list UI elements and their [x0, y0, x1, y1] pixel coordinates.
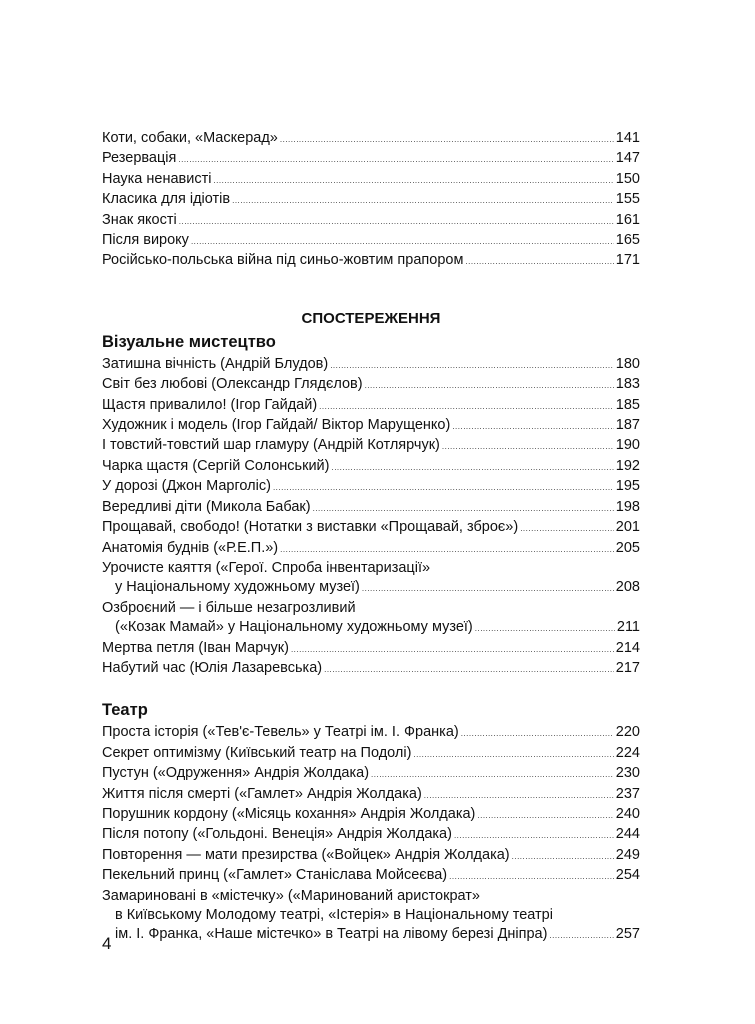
toc-entry: [102, 457, 640, 477]
table-of-contents: [102, 129, 640, 946]
toc-entry-title: Секрет оптимізму (Київський театр на Подолі): [102, 744, 412, 761]
toc-entry-title: Озброєний — і більше незагрозливий: [102, 599, 356, 616]
toc-entry-title: Класика для ідіотів: [102, 191, 231, 208]
toc-group-theatre: [102, 723, 640, 945]
toc-entry-page: 257: [615, 926, 640, 943]
section-title: СПОСТЕРЕЖЕННЯ: [301, 309, 441, 327]
toc-entry-title: Прощавай, свободо! (Нотатки з виставки «Прощавай, зброє»): [102, 519, 519, 536]
dot-leader: [549, 926, 613, 945]
toc-entry-page: 211: [616, 619, 640, 636]
toc-entry: [102, 396, 640, 416]
toc-entry-page: 185: [615, 396, 640, 413]
toc-entry: [102, 887, 640, 946]
toc-entry-title: Життя після смерті («Гамлет» Андрія Жолдака): [102, 785, 422, 802]
toc-entry-title: І товстий-товстий шар гламуру (Андрій Котлярчук): [102, 437, 440, 454]
toc-entry: [102, 639, 640, 659]
dot-leader: [452, 417, 613, 436]
dot-leader: [413, 745, 613, 764]
dot-leader: [475, 619, 615, 638]
dot-leader: [449, 867, 614, 886]
toc-entry: [102, 170, 640, 190]
toc-entry-title: Затишна вічність (Андрій Блудов): [102, 355, 329, 372]
toc-entry-page: 192: [615, 457, 640, 474]
toc-entry-page: 195: [615, 478, 640, 495]
toc-entry: [102, 825, 640, 845]
toc-entry: [102, 764, 640, 784]
toc-entry-title: Знак якості: [102, 211, 177, 228]
toc-entry-page: 190: [615, 437, 640, 454]
toc-entry-title: Художник і модель (Ігор Гайдай/ Віктор Марущенко): [102, 417, 451, 434]
toc-entry-page: 198: [615, 498, 640, 515]
toc-entry-title: («Козак Мамай» у Національному художньому музеї): [115, 619, 473, 636]
toc-entry: [102, 436, 640, 456]
dot-leader: [178, 150, 613, 169]
dot-leader: [324, 660, 614, 679]
toc-entry-page: 220: [615, 724, 640, 741]
subsection-title-visual-art: Візуальне мистецтво: [102, 332, 276, 351]
toc-entry: [102, 559, 640, 599]
toc-entry-page: 254: [615, 867, 640, 884]
toc-entry-title: Пекельний принц («Гамлет» Станіслава Мойсеєва): [102, 867, 448, 884]
toc-entry: [102, 518, 640, 538]
dot-leader: [319, 397, 614, 416]
toc-entry-page: 161: [615, 211, 640, 228]
dot-leader: [291, 640, 614, 659]
toc-entry-title: Анатомія буднів («Р.Е.П.»): [102, 539, 279, 556]
dot-leader: [520, 519, 614, 538]
toc-entry: [102, 477, 640, 497]
toc-entry-title: Набутий час (Юлія Лазаревська): [102, 659, 323, 676]
dot-leader: [273, 478, 614, 497]
toc-entry: [102, 805, 640, 825]
toc-entry-title: Порушник кордону («Місяць кохання» Андрія Жолдака): [102, 805, 476, 822]
toc-entry-page: 217: [615, 659, 640, 676]
dot-leader: [232, 191, 614, 210]
dot-leader: [330, 356, 614, 375]
toc-entry-title: ім. І. Франка, «Наше містечко» в Театрі на лівому березі Дніпра): [115, 926, 548, 943]
toc-entry: [102, 659, 640, 679]
toc-entry: [102, 211, 640, 231]
dot-leader: [461, 724, 614, 743]
toc-entry-page: 165: [615, 232, 640, 249]
toc-entry: [102, 785, 640, 805]
dot-leader: [465, 252, 613, 271]
toc-entry-title: Наука ненависті: [102, 170, 212, 187]
dot-leader: [512, 847, 614, 866]
toc-entry-page: 249: [615, 846, 640, 863]
toc-entry: [102, 539, 640, 559]
dot-leader: [454, 826, 614, 845]
toc-entry-title: Замариновані в «містечку» («Маринований аристократ»: [102, 887, 480, 904]
page-number: 4: [102, 934, 112, 953]
toc-entry: [102, 498, 640, 518]
toc-entry: [102, 416, 640, 436]
toc-entry-page: 201: [615, 519, 640, 536]
toc-entry: [102, 744, 640, 764]
toc-group-previous: [102, 129, 640, 272]
toc-entry-page: 205: [615, 539, 640, 556]
toc-entry-title: Щастя привалило! (Ігор Гайдай): [102, 396, 318, 413]
toc-entry: [102, 251, 640, 271]
toc-group-visual-art: [102, 355, 640, 680]
toc-entry: [102, 190, 640, 210]
toc-entry-title: Резервація: [102, 150, 177, 167]
toc-entry-title: в Київському Молодому театрі, «Істерія» в Національному театрі: [115, 907, 553, 923]
toc-entry-page: 171: [615, 252, 640, 269]
toc-entry-title: Після потопу («Гольдоні. Венеція» Андрія Жолдака): [102, 826, 452, 843]
dot-leader: [191, 232, 614, 251]
toc-entry-page: 187: [615, 417, 640, 434]
toc-entry-title: У дорозі (Джон Марголіс): [102, 478, 271, 495]
toc-entry-page: 141: [615, 130, 640, 146]
toc-entry-page: 214: [615, 639, 640, 656]
dot-leader: [313, 499, 614, 518]
toc-entry: [102, 723, 640, 743]
toc-entry: [102, 231, 640, 251]
toc-entry: [102, 846, 640, 866]
toc-entry-page: 180: [615, 355, 640, 372]
toc-entry-page: 240: [615, 805, 640, 822]
toc-entry-page: 237: [615, 785, 640, 802]
toc-entry-page: 147: [615, 150, 640, 167]
toc-entry: [102, 129, 640, 149]
dot-leader: [365, 376, 614, 395]
toc-entry-page: 244: [615, 826, 640, 843]
toc-entry: [102, 355, 640, 375]
toc-entry-title: Російсько-польська війна під синьо-жовтим прапором: [102, 252, 464, 269]
toc-entry-title: Повторення — мати презирства («Войцек» Андрія Жолдака): [102, 846, 510, 863]
toc-entry-title: Коти, собаки, «Маскерад»: [102, 130, 278, 146]
dot-leader: [442, 437, 614, 456]
dot-leader: [280, 540, 614, 559]
dot-leader: [213, 171, 613, 190]
dot-leader: [331, 458, 613, 477]
toc-entry-page: 155: [615, 191, 640, 208]
toc-entry-title: Вередливі діти (Микола Бабак): [102, 498, 311, 515]
toc-entry-title: Урочисте каяття («Герої. Спроба інвентаризації»: [102, 559, 431, 576]
toc-entry-title: Чарка щастя (Сергій Солонський): [102, 457, 330, 474]
dot-leader: [371, 765, 614, 784]
dot-leader: [280, 130, 614, 149]
toc-entry: [102, 375, 640, 395]
toc-entry-page: 224: [615, 744, 640, 761]
dot-leader: [477, 806, 613, 825]
toc-entry: [102, 866, 640, 886]
toc-entry-title: Пустун («Одруження» Андрія Жолдака): [102, 765, 370, 782]
subsection-title-theatre: Театр: [102, 701, 148, 720]
toc-entry-title: Проста історія («Тев'є-Тевель» у Театрі ім. І. Франка): [102, 724, 459, 741]
toc-entry-page: 230: [615, 765, 640, 782]
toc-entry: [102, 599, 640, 639]
dot-leader: [362, 579, 614, 598]
toc-entry-title: Мертва петля (Іван Марчук): [102, 639, 289, 656]
toc-entry: [102, 149, 640, 169]
toc-entry-page: 208: [615, 579, 640, 596]
toc-entry-page: 150: [615, 170, 640, 187]
toc-entry-page: 183: [615, 376, 640, 393]
dot-leader: [424, 786, 614, 805]
toc-entry-title: у Національному художньому музеї): [115, 579, 360, 596]
toc-entry-title: Після вироку: [102, 232, 189, 249]
dot-leader: [179, 212, 614, 231]
toc-entry-title: Світ без любові (Олександр Глядєлов): [102, 376, 363, 393]
